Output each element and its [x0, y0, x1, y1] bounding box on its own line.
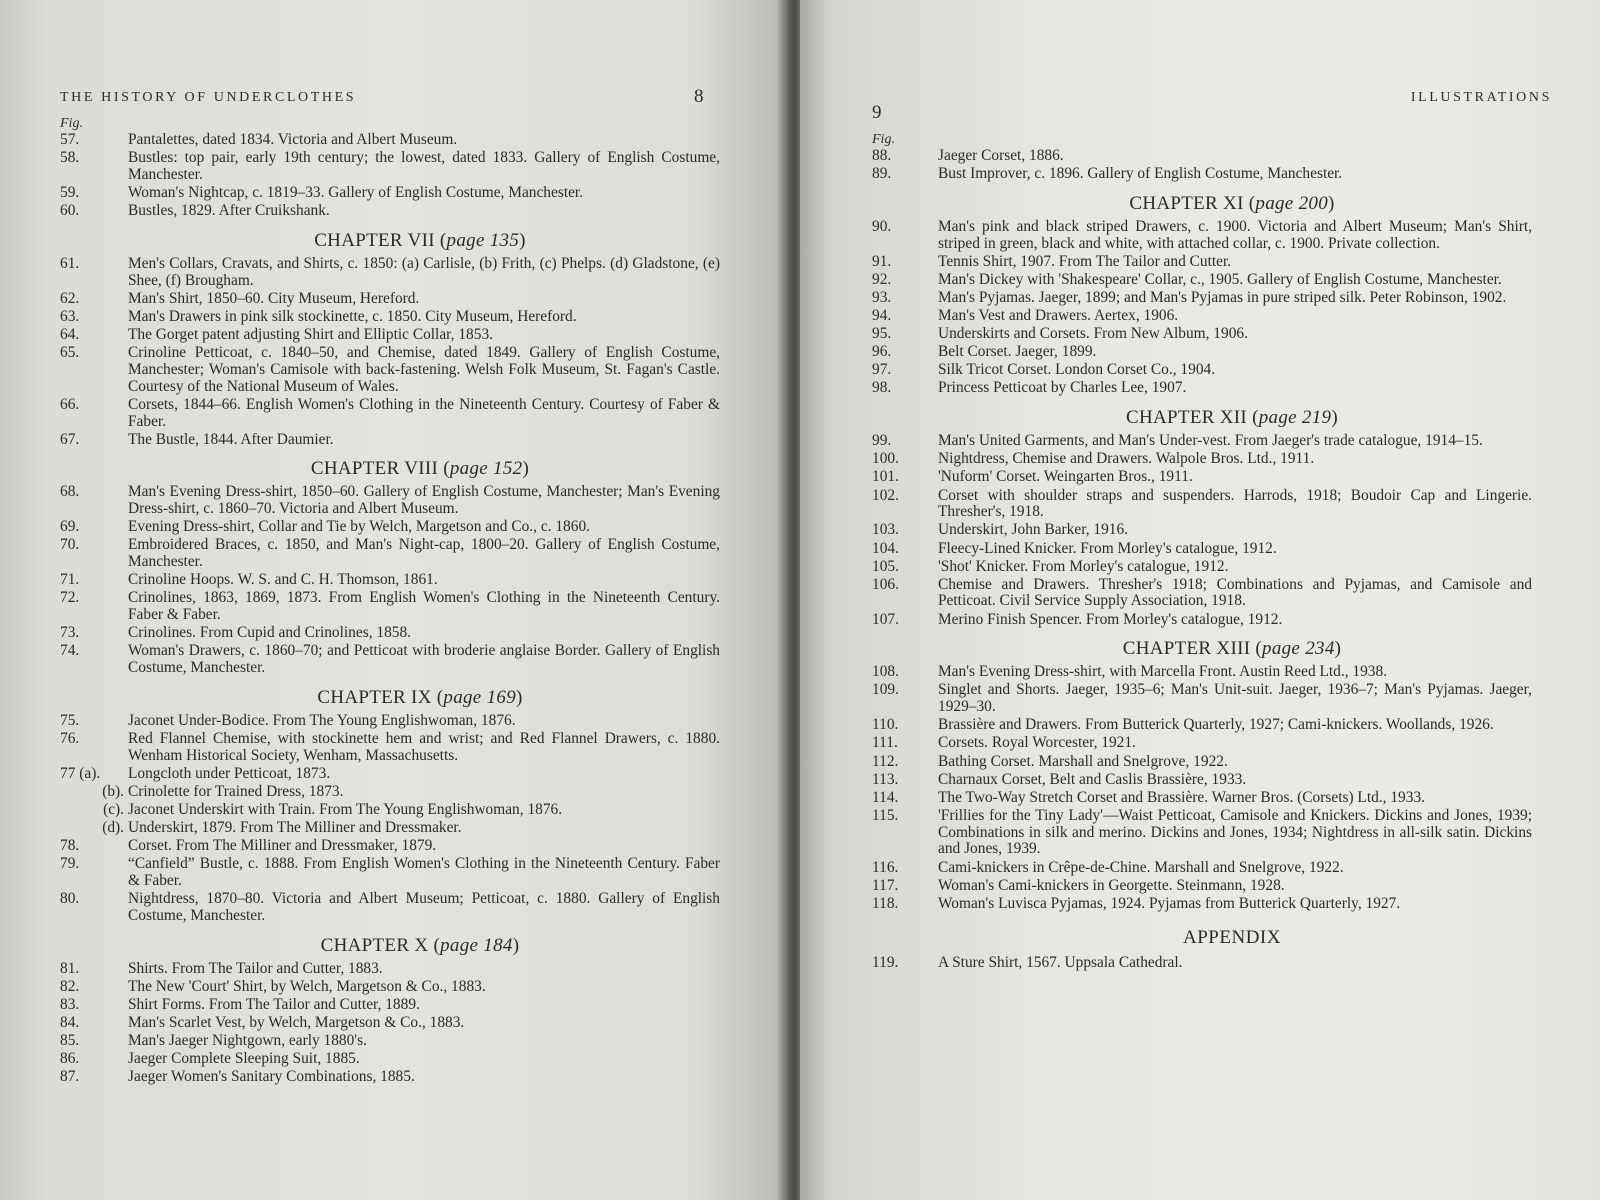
- figure-number: 105.: [872, 557, 899, 575]
- list-item: [60, 256, 720, 290]
- list-item: [60, 997, 720, 1014]
- list-item: [872, 717, 1532, 734]
- figure-caption: 'Nuform' Corset. Weingarten Bros., 1911.: [938, 468, 1193, 486]
- figure-number: 81.: [60, 959, 80, 977]
- list-item: [872, 433, 1532, 450]
- list-item: [60, 802, 720, 819]
- figure-caption: The Gorget patent adjusting Shirt and Elliptic Collar, 1853.: [128, 325, 493, 343]
- figure-number: 64.: [60, 325, 80, 343]
- figure-number: 97.: [872, 361, 892, 379]
- list-item: [60, 856, 720, 890]
- figure-caption: Bustles, 1829. After Cruikshank.: [128, 202, 330, 220]
- figure-number: 80.: [60, 890, 80, 908]
- right-page: [800, 0, 1600, 1200]
- figure-number: 76.: [60, 730, 80, 748]
- chapter-page-ref: page 169: [443, 686, 516, 708]
- figure-caption: Chemise and Drawers. Thresher's 1918; Combinations and Pyjamas, and Camisole and Petticoat. Civil Service Supply Association, 1918.: [938, 575, 1532, 610]
- figure-number: 58.: [60, 149, 80, 167]
- figure-caption: Woman's Luvisca Pyjamas, 1924. Pyjamas from Butterick Quarterly, 1927.: [938, 894, 1401, 912]
- list-item: [60, 1015, 720, 1032]
- list-item: [872, 326, 1532, 343]
- list-item: [60, 713, 720, 730]
- figure-number: 62.: [60, 289, 80, 307]
- figure-number: 79.: [60, 855, 80, 873]
- figure-number: 70.: [60, 536, 80, 554]
- figure-number: 71.: [60, 571, 80, 589]
- figure-caption: Silk Tricot Corset. London Corset Co., 1904.: [938, 361, 1216, 379]
- chapter-page-ref: page 234: [1262, 638, 1335, 660]
- figure-number: 107.: [872, 610, 899, 628]
- figure-number: 101.: [872, 468, 899, 486]
- figure-caption: Shirts. From The Tailor and Cutter, 1883.: [128, 959, 383, 977]
- figure-caption: Man's Vest and Drawers. Aertex, 1906.: [938, 307, 1179, 325]
- list-item: [872, 860, 1532, 877]
- illustration-list: [872, 148, 1532, 971]
- figure-caption: Fleecy-Lined Knicker. From Morley's catalogue, 1912.: [938, 539, 1277, 557]
- figure-number: 83.: [60, 996, 80, 1014]
- list-item: [872, 522, 1532, 539]
- figure-caption: Crinolines. From Cupid and Crinolines, 1858.: [128, 624, 412, 642]
- figure-number: 65.: [60, 344, 80, 362]
- figure-caption: Red Flannel Chemise, with stockinette hem and wrist; and Red Flannel Drawers, c. 1880. Wenham Historical Society, Wenham, Massachusetts.: [128, 730, 720, 764]
- list-item: [60, 1051, 720, 1068]
- list-item: [872, 808, 1532, 858]
- figure-number: 92.: [872, 270, 892, 288]
- list-item: [872, 955, 1532, 972]
- figure-number: 63.: [60, 307, 80, 325]
- list-item: [872, 308, 1532, 325]
- figure-number: 67.: [60, 430, 80, 448]
- chapter-heading: CHAPTER XIII (page 234): [1122, 638, 1342, 660]
- list-item: [60, 979, 720, 996]
- figure-number: 85.: [60, 1032, 80, 1050]
- figure-number: 69.: [60, 518, 80, 536]
- figure-caption: Bathing Corset. Marshall and Snelgrove, 1922.: [938, 752, 1228, 770]
- list-item: [60, 309, 720, 326]
- figure-caption: “Canfield” Bustle, c. 1888. From English Women's Clothing in the Nineteenth Century. Faber & Faber.: [128, 855, 720, 890]
- figure-caption: Underskirt, 1879. From The Milliner and Dressmaker.: [128, 819, 462, 837]
- list-item: [872, 772, 1532, 789]
- illustration-list: [60, 132, 720, 1086]
- list-item: [872, 559, 1532, 576]
- figure-caption: Belt Corset. Jaeger, 1899.: [938, 343, 1097, 361]
- list-item: [60, 731, 720, 765]
- running-title: THE HISTORY OF UNDERCLOTHES: [60, 90, 357, 105]
- page-number: 8: [694, 86, 704, 107]
- list-item: [872, 166, 1532, 183]
- figure-number: 103.: [872, 521, 899, 539]
- figure-number: 111.: [872, 734, 898, 752]
- figure-number: 60.: [60, 202, 80, 220]
- appendix-heading: APPENDIX: [1183, 926, 1281, 948]
- figure-number: 74.: [60, 642, 80, 660]
- figure-caption: Corsets. Royal Worcester, 1921.: [938, 734, 1136, 752]
- figure-number: 82.: [60, 978, 80, 995]
- chapter-heading: CHAPTER XII (page 219): [1126, 407, 1338, 429]
- figure-caption: Man's Shirt, 1850–60. City Museum, Hereford.: [128, 289, 420, 307]
- chapter-title: CHAPTER VII: [314, 229, 435, 251]
- figure-number: 106.: [872, 575, 899, 593]
- figure-number: 117.: [872, 876, 899, 894]
- list-item: [60, 132, 720, 149]
- figure-caption: Woman's Cami-knickers in Georgette. Steinmann, 1928.: [938, 876, 1285, 894]
- figure-caption: Embroidered Braces, c. 1850, and Man's Night-cap, 1800–20. Gallery of English Costume, Manchester.: [128, 536, 720, 571]
- figure-number: 112.: [872, 752, 899, 770]
- list-item: [872, 488, 1532, 522]
- figure-caption: Men's Collars, Cravats, and Shirts, c. 1850: (a) Carlisle, (b) Frith, (c) Phelps. (d) Gladstone, (e) Shee, (f) Brougham.: [128, 254, 720, 289]
- list-item: [60, 838, 720, 855]
- figure-caption: Man's Evening Dress-shirt, with Marcella Front. Austin Reed Ltd., 1938.: [938, 663, 1388, 681]
- figure-caption: Singlet and Shorts. Jaeger, 1935–6; Man's Unit-suit. Jaeger, 1936–7; Man's Pyjamas. Jaeger, 1929–30.: [938, 681, 1532, 716]
- figure-number: 113.: [872, 770, 899, 788]
- list-item: [872, 577, 1532, 611]
- figure-caption: Corset. From The Milliner and Dressmaker, 1879.: [128, 837, 437, 855]
- list-item: [60, 185, 720, 202]
- figure-caption: Jaconet Under-Bodice. From The Young Englishwoman, 1876.: [128, 711, 516, 729]
- figure-caption: The New 'Court' Shirt, by Welch, Margetson & Co., 1883.: [128, 978, 486, 995]
- chapter-title: CHAPTER XI: [1129, 192, 1244, 214]
- list-item: [872, 254, 1532, 271]
- figure-caption: Corsets, 1844–66. English Women's Clothing in the Nineteenth Century. Courtesy of Faber & Faber.: [128, 395, 720, 430]
- page-header: [872, 88, 1552, 123]
- list-item: [60, 203, 720, 220]
- list-item: [60, 150, 720, 184]
- figure-caption: A Sture Shirt, 1567. Uppsala Cathedral.: [938, 953, 1183, 971]
- figure-number: 86.: [60, 1050, 80, 1068]
- list-item: [60, 397, 720, 431]
- figure-caption: The Bustle, 1844. After Daumier.: [128, 430, 334, 448]
- figure-caption: Longcloth under Petticoat, 1873.: [128, 764, 331, 782]
- figure-number: 68.: [60, 483, 80, 501]
- list-item: [872, 290, 1532, 307]
- figure-number: 110.: [872, 716, 899, 734]
- list-item: [872, 469, 1532, 486]
- figure-number: 114.: [872, 788, 899, 806]
- list-item: [872, 541, 1532, 558]
- figure-caption: Crinoline Petticoat, c. 1840–50, and Chemise, dated 1849. Gallery of English Costume, Manchester; Woman's Camisole with back-fastening. Welsh Folk Museum, St. Fagan's Castle. Courtesy of the National Museum of Wales.: [128, 344, 720, 395]
- list-item: [872, 790, 1532, 807]
- list-item: [60, 327, 720, 344]
- figure-caption: Nightdress, 1870–80. Victoria and Albert Museum; Petticoat, c. 1880. Gallery of English Costume, Manchester.: [128, 890, 720, 925]
- figure-caption: 'Shot' Knicker. From Morley's catalogue, 1912.: [938, 557, 1229, 575]
- figure-caption: Shirt Forms. From The Tailor and Cutter, 1889.: [128, 996, 420, 1014]
- list-item: [872, 219, 1532, 253]
- list-item: [60, 766, 720, 783]
- list-item: [60, 484, 720, 518]
- figure-number: 118.: [872, 894, 899, 912]
- page-header: [60, 88, 720, 116]
- figure-number: 96.: [872, 343, 892, 361]
- chapter-heading: CHAPTER XI (page 200): [1129, 192, 1335, 214]
- figure-caption: Corset with shoulder straps and suspenders. Harrods, 1918; Boudoir Cap and Lingerie. Thresher's, 1918.: [938, 486, 1532, 521]
- figure-caption: Man's United Garments, and Man's Under-vest. From Jaeger's trade catalogue, 1914–15.: [938, 432, 1483, 450]
- figure-caption: Man's Scarlet Vest, by Welch, Margetson & Co., 1883.: [128, 1014, 465, 1032]
- figure-number: 77 (a).: [60, 764, 101, 782]
- figure-caption: Jaeger Complete Sleeping Suit, 1885.: [128, 1050, 360, 1068]
- list-item: [872, 735, 1532, 752]
- list-item: [60, 590, 720, 624]
- figure-caption: Man's Pyjamas. Jaeger, 1899; and Man's Pyjamas in pure striped silk. Peter Robinson, 1902.: [938, 288, 1507, 306]
- figure-number: 78.: [60, 837, 80, 855]
- figure-number: 87.: [60, 1068, 80, 1086]
- figure-number: (b).: [102, 783, 124, 801]
- figure-caption: Merino Finish Spencer. From Morley's catalogue, 1912.: [938, 610, 1283, 628]
- list-item: [872, 344, 1532, 361]
- figure-caption: Woman's Drawers, c. 1860–70; and Petticoat with broderie anglaise Border. Gallery of English Costume, Manchester.: [128, 642, 720, 677]
- figure-caption: Charnaux Corset, Belt and Caslis Brassière, 1933.: [938, 770, 1247, 788]
- figure-caption: The Two-Way Stretch Corset and Brassière. Warner Bros. (Corsets) Ltd., 1933.: [938, 788, 1425, 806]
- chapter-page-ref: page 184: [440, 934, 513, 956]
- figure-number: 75.: [60, 711, 80, 729]
- figure-number: 90.: [872, 217, 892, 235]
- figure-number: 73.: [60, 624, 80, 642]
- chapter-heading: CHAPTER X (page 184): [320, 934, 520, 956]
- figure-caption: Crinolette for Trained Dress, 1873.: [128, 783, 344, 801]
- list-item: [60, 820, 720, 837]
- figure-number: 72.: [60, 589, 80, 607]
- figure-caption: Crinoline Hoops. W. S. and C. H. Thomson, 1861.: [128, 571, 438, 589]
- figure-number: 108.: [872, 663, 899, 681]
- figure-number: 93.: [872, 288, 892, 306]
- figure-number: 95.: [872, 325, 892, 343]
- figure-number: 102.: [872, 486, 899, 504]
- chapter-heading: CHAPTER IX (page 169): [317, 686, 523, 708]
- list-item: [60, 519, 720, 536]
- list-item: [872, 664, 1532, 681]
- figure-caption: Underskirts and Corsets. From New Album, 1906.: [938, 325, 1248, 343]
- figure-number: 91.: [872, 252, 892, 270]
- list-item: [872, 380, 1532, 397]
- figure-caption: Jaeger Corset, 1886.: [938, 147, 1064, 164]
- chapter-page-ref: page 135: [446, 229, 520, 251]
- list-item: [60, 784, 720, 801]
- figure-number: (d).: [102, 819, 124, 837]
- figure-caption: Jaconet Underskirt with Train. From The Young Englishwoman, 1876.: [128, 801, 563, 819]
- figure-number: 61.: [60, 254, 80, 272]
- chapter-title: CHAPTER XIII: [1122, 638, 1251, 660]
- list-item: [872, 896, 1532, 913]
- figure-number: 59.: [60, 183, 80, 201]
- list-item: [60, 625, 720, 642]
- figure-number: 109.: [872, 681, 899, 699]
- figure-number: 84.: [60, 1014, 80, 1032]
- chapter-title: CHAPTER XII: [1126, 407, 1248, 429]
- figure-number: 66.: [60, 395, 80, 413]
- figure-number: 115.: [872, 806, 899, 824]
- figure-caption: Man's pink and black striped Drawers, c. 1900. Victoria and Albert Museum; Man's Shirt, striped in green, black and white, with attached collar, c. 1900. Private collection.: [938, 217, 1532, 252]
- figure-number: 57.: [60, 131, 80, 148]
- list-item: [60, 572, 720, 589]
- figure-number: 99.: [872, 432, 892, 450]
- figure-caption: Cami-knickers in Crêpe-de-Chine. Marshall and Snelgrove, 1922.: [938, 858, 1344, 876]
- list-item: [60, 643, 720, 677]
- chapter-heading: CHAPTER VII (page 135): [314, 229, 526, 251]
- figure-caption: Man's Dickey with 'Shakespeare' Collar, c., 1905. Gallery of English Costume, Manchester.: [938, 270, 1502, 288]
- chapter-page-ref: page 219: [1258, 407, 1332, 429]
- figure-caption: Brassière and Drawers. From Butterick Quarterly, 1927; Cami-knickers. Woollands, 1926.: [938, 716, 1494, 734]
- figure-caption: Underskirt, John Barker, 1916.: [938, 521, 1129, 539]
- chapter-page-ref: page 200: [1255, 192, 1328, 214]
- figure-caption: Man's Drawers in pink silk stockinette, c. 1850. City Museum, Hereford.: [128, 307, 577, 325]
- chapter-page-ref: page 152: [449, 458, 523, 480]
- list-item: [872, 362, 1532, 379]
- figure-caption: Man's Evening Dress-shirt, 1850–60. Gallery of English Costume, Manchester; Man's Evening Dress-shirt, c. 1860–70. Victoria and Albert Museum.: [128, 483, 720, 518]
- chapter-title: CHAPTER VIII: [310, 458, 439, 480]
- figure-number: 116.: [872, 858, 899, 876]
- figure-caption: Tennis Shirt, 1907. From The Tailor and Cutter.: [938, 252, 1232, 270]
- figure-number: 104.: [872, 539, 899, 557]
- page-number: 9: [872, 102, 882, 123]
- chapter-title: CHAPTER X: [320, 934, 429, 956]
- list-item: [60, 1033, 720, 1050]
- fig-label: Fig.: [872, 132, 895, 147]
- figure-caption: 'Frillies for the Tiny Lady'—Waist Petticoat, Camisole and Knickers. Dickins and Jones, 1939; Combinations in silk and merino. Dickins and Jones, 1934; Nightdress in all-silk satin. Dickins and Jones, 1939.: [938, 806, 1532, 858]
- figure-number: (c).: [103, 801, 124, 819]
- list-item: [872, 754, 1532, 771]
- list-item: [872, 451, 1532, 468]
- figure-caption: Bustles: top pair, early 19th century; the lowest, dated 1833. Gallery of English Costume, Manchester.: [128, 149, 720, 183]
- chapter-title: CHAPTER IX: [317, 686, 432, 708]
- figure-caption: Princess Petticoat by Charles Lee, 1907.: [938, 379, 1187, 397]
- list-item: [60, 291, 720, 308]
- figure-caption: Nightdress, Chemise and Drawers. Walpole Bros. Ltd., 1911.: [938, 450, 1315, 468]
- list-item: [872, 272, 1532, 289]
- list-item: [60, 1069, 720, 1086]
- figure-number: 88.: [872, 147, 892, 164]
- figure-number: 98.: [872, 379, 892, 397]
- running-title: ILLUSTRATIONS: [1410, 90, 1552, 105]
- figure-number: 100.: [872, 450, 899, 468]
- figure-caption: Man's Jaeger Nightgown, early 1880's.: [128, 1032, 367, 1050]
- figure-caption: Woman's Nightcap, c. 1819–33. Gallery of English Costume, Manchester.: [128, 183, 584, 201]
- list-item: [872, 148, 1532, 165]
- figure-number: 94.: [872, 307, 892, 325]
- chapter-heading: CHAPTER VIII (page 152): [310, 458, 530, 480]
- figure-caption: Evening Dress-shirt, Collar and Tie by Welch, Margetson and Co., c. 1860.: [128, 518, 590, 536]
- list-item: [60, 537, 720, 571]
- list-item: [872, 878, 1532, 895]
- figure-caption: Jaeger Women's Sanitary Combinations, 1885.: [128, 1068, 415, 1086]
- figure-caption: Crinolines, 1863, 1869, 1873. From English Women's Clothing in the Nineteenth Century. Faber & Faber.: [128, 589, 720, 624]
- left-page: [0, 0, 786, 1200]
- figure-number: 89.: [872, 165, 892, 183]
- list-item: [872, 682, 1532, 716]
- fig-label: Fig.: [60, 116, 83, 131]
- figure-caption: Bust Improver, c. 1896. Gallery of English Costume, Manchester.: [938, 165, 1343, 183]
- list-item: [872, 612, 1532, 629]
- figure-number: 119.: [872, 953, 899, 971]
- list-item: [60, 432, 720, 449]
- list-item: [60, 891, 720, 925]
- list-item: [60, 961, 720, 978]
- list-item: [60, 345, 720, 395]
- figure-caption: Pantalettes, dated 1834. Victoria and Albert Museum.: [128, 131, 458, 148]
